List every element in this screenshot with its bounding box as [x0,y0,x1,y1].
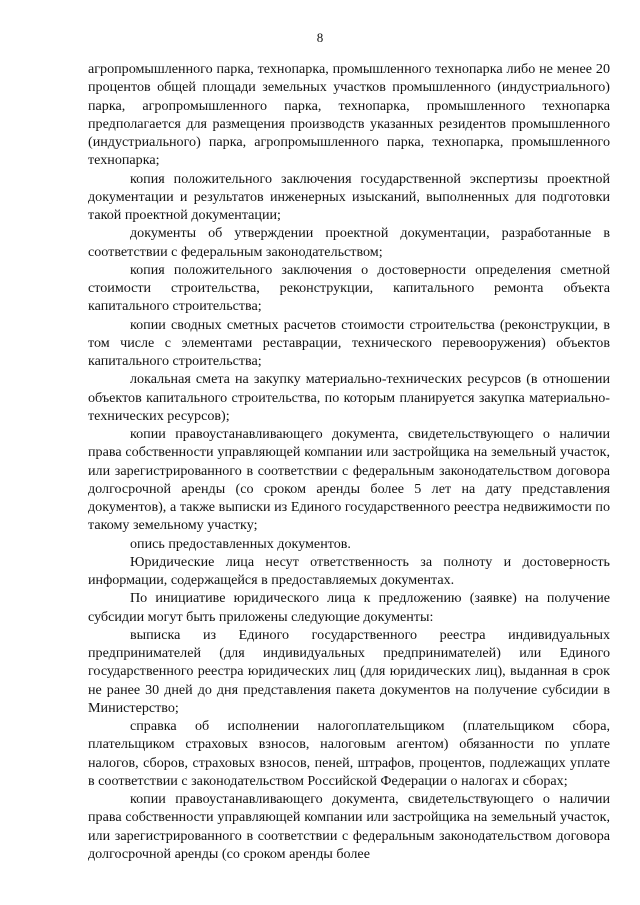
paragraph-estimate-conclusion: копия положительного заключения о достоверности определения сметной стоимости строительства, реконструкции, капитального ремонта объекта капитального строительства; [88,261,610,315]
paragraph-continuation: агропромышленного парка, технопарка, промышленного технопарка либо не менее 20 процентов общей площади земельных участков промышленного (индустриального) парка, агропромышленного парка, технопарка, промышленного технопарка предполагается для размещения производств указанных резидентов промышленного (индустриального) парка, агропромышленного парка, технопарка, промышленного технопарка; [88,61,610,169]
paragraph-registry-extract: выписка из Единого государственного реестра индивидуальных предпринимателей (для индивидуальных предпринимателей) или Единого государственного реестра юридических лиц (для юридических лиц), выданная в срок не ранее 30 дней до дня представления пакета документов на получение субсидии в Министерство; [88,626,610,716]
paragraph-document-inventory: опись предоставленных документов. [130,535,351,552]
paragraph-optional-documents-intro: По инициативе юридического лица к предложению (заявке) на получение субсидии могут быть приложены следующие документы: [88,590,610,625]
paragraph-responsibility: Юридические лица несут ответственность за полноту и достоверность информации, содержащейся в предоставляемых документах. [88,553,610,588]
paragraph-tax-certificate: справка об исполнении налогоплательщиком (плательщиком сбора, плательщиком страховых взносов, налоговым агентом) обязанности по уплате налогов, сборов, страховых взносов, пеней, штрафов, процентов, подлежащих уплате в соответствии с законодательством Российской Федерации о налогах и сборах; [88,718,610,789]
document-body [88,60,610,863]
paragraph-expertise-copy: копия положительного заключения государственной экспертизы проектной документации и результатов инженерных изысканий, выполненных для подготовки такой проектной документации; [88,170,610,223]
paragraph-summary-estimates: копии сводных сметных расчетов стоимости строительства (реконструкции, в том числе с элементами реставрации, технического перевооружения) объектов капитального строительства; [88,316,610,369]
page-number: 8 [316,30,324,45]
paragraph-title-documents-repeat: копии правоустанавливающего документа, свидетельствующего о наличии права собственности управляющей компании или застройщика на земельный участок, или зарегистрированного в соответствии с федеральным законодательством договора долгосрочной аренды (со сроком аренды более [88,791,610,862]
paragraph-local-estimate: локальная смета на закупку материально-технических ресурсов (в отношении объектов капитального строительства, по которым планируется закупка материально-технических ресурсов); [88,371,610,424]
paragraph-title-documents: копии правоустанавливающего документа, свидетельствующего о наличии права собственности управляющей компании или застройщика на земельный участок, или зарегистрированного в соответствии с федеральным законодательством договора долгосрочной аренды (со сроком аренды более 5 лет на дату представления документов), а также выписки из Единого государственного реестра недвижимости по такому земельному участку; [88,426,610,534]
paragraph-project-approval: документы об утверждении проектной документации, разработанные в соответствии с федеральным законодательством; [88,225,610,260]
